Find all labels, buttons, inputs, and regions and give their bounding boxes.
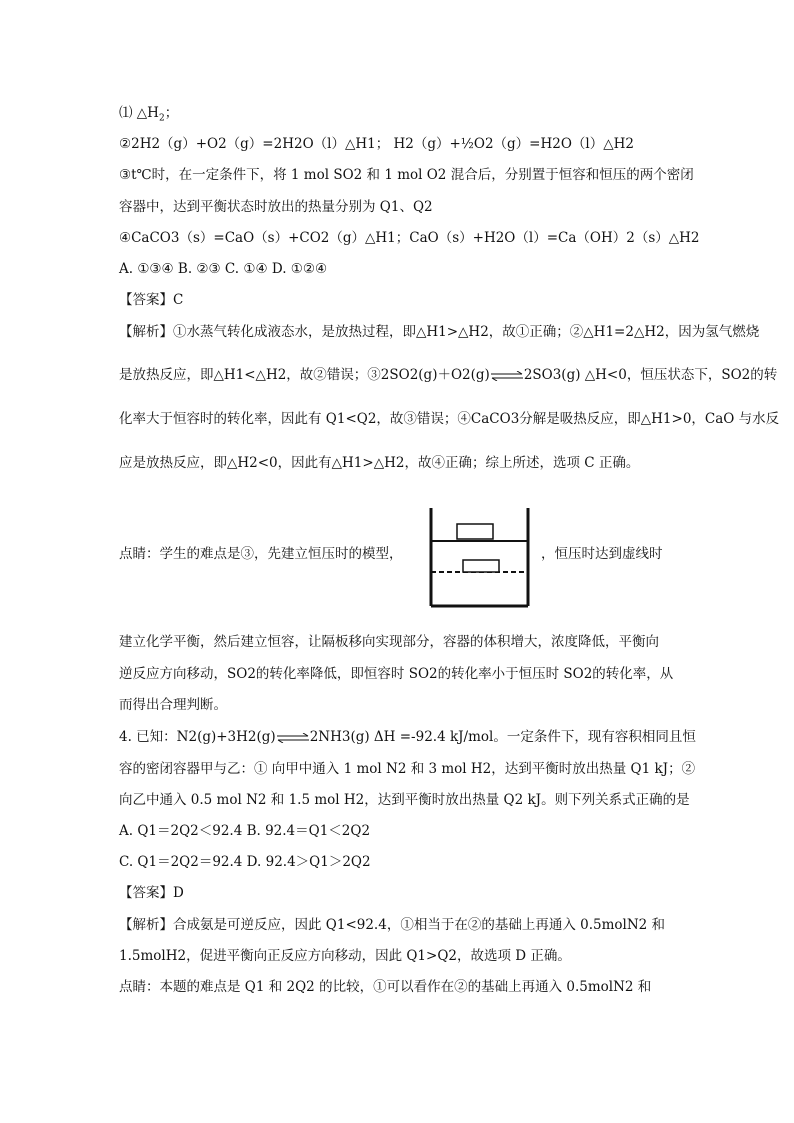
analysis-line-2-b: 2SO3(g) △H<0，恒压状态下，SO2的转 <box>523 367 778 383</box>
line-6: A. ①③④ B. ②③ C. ①④ D. ①②④ <box>119 261 328 277</box>
equilibrium-arrow-icon <box>490 371 524 381</box>
analysis2-line-2: 1.5molH2，促进平衡向正反应方向移动，因此 Q1>Q2，故选项 D 正确。 <box>119 948 571 964</box>
answer-label-2: 【答案】D <box>119 885 184 901</box>
line-3: ③t℃时，在一定条件下，将 1 mol SO2 和 1 mol O2 混合后，分别置于恒容和恒压的两个密闭 <box>119 167 694 183</box>
question-4-line-1-b: 2NH3(g) ΔH =-92.4 kJ/mol。一定条件下，现有容积相同且恒 <box>309 729 696 745</box>
hint-line-3: 逆反应方向移动，SO2的转化率降低，即恒容时 SO2的转化率小于恒压时 SO2的转化率，从 <box>119 666 674 682</box>
question-4-line-3: 向乙中通入 0.5 mol N2 和 1.5 mol H2，达到平衡时放出热量 Q2 kJ。则下列关系式正确的是 <box>119 792 690 808</box>
hint-line-4: 而得出合理判断。 <box>119 697 227 713</box>
line-1-sub: 2 <box>158 113 165 124</box>
question-4-line-1-a: 4. 已知：N2(g)+3H2(g) <box>119 729 276 745</box>
hint-line-1-b: ，恒压时达到虚线时 <box>541 546 663 562</box>
question-4-line-1 <box>119 728 696 746</box>
option-line-ab: A. Q1＝2Q2＜92.4 B. 92.4＝Q1＜2Q2 <box>119 823 371 839</box>
analysis-line-2-a: 是放热反应，即△H1<△H2，故②错误；③2SO2(g)＋O2(g) <box>119 367 490 383</box>
container-diagram <box>428 508 556 608</box>
analysis2-line-1: 【解析】合成氨是可逆反应，因此 Q1<92.4，①相当于在②的基础上再通入 0.5molN2 和 <box>119 917 666 933</box>
analysis-line-4: 应是放热反应，即△H2<0，因此有△H1>△H2，故④正确；综上所述，选项 C 正确。 <box>119 455 640 471</box>
line-1-a: ⑴ △H <box>119 105 159 121</box>
line-4: 容器中，达到平衡状态时放出的热量分别为 Q1、Q2 <box>119 199 433 215</box>
option-line-cd: C. Q1＝2Q2＝92.4 D. 92.4＞Q1＞2Q2 <box>119 854 371 870</box>
analysis-line-2 <box>119 366 777 384</box>
line-1 <box>119 104 178 122</box>
hint-line-2: 建立化学平衡，然后建立恒容，让隔板移向实现部分，容器的体积增大，浓度降低，平衡向 <box>119 634 659 650</box>
hint2-line-1: 点睛：本题的难点是 Q1 和 2Q2 的比较，①可以看作在②的基础上再通入 0.5molN2 和 <box>119 979 652 995</box>
analysis-line-3: 化率大于恒容时的转化率，因此有 Q1<Q2，故③错误；④CaCO3分解是吸热反应，即△H1>0，CaO 与水反 <box>119 411 780 427</box>
question-4-line-2: 容的密闭容器甲与乙：① 向甲中通入 1 mol N2 和 3 mol H2，达到平衡时放出热量 Q1 kJ；② <box>119 761 696 777</box>
analysis-line-1: 【解析】①水蒸气转化成液态水，是放热过程，即△H1>△H2，故①正确；②△H1=2△H2，因为氢气燃烧 <box>119 324 760 340</box>
line-2: ②2H2（g）+O2（g）=2H2O（l）△H1； H2（g）+½O2（g）=H2O（l）△H2 <box>119 136 634 152</box>
line-5: ④CaCO3（s）=CaO（s）+CO2（g）△H1；CaO（s）+H2O（l）=Ca（OH）2（s）△H2 <box>119 230 700 246</box>
answer-label-1: 【答案】C <box>119 292 184 308</box>
equilibrium-arrow-icon <box>276 733 310 743</box>
hint-line-1-a: 点睛：学生的难点是③，先建立恒压时的模型， <box>119 546 403 562</box>
line-1-b: ； <box>164 105 179 121</box>
